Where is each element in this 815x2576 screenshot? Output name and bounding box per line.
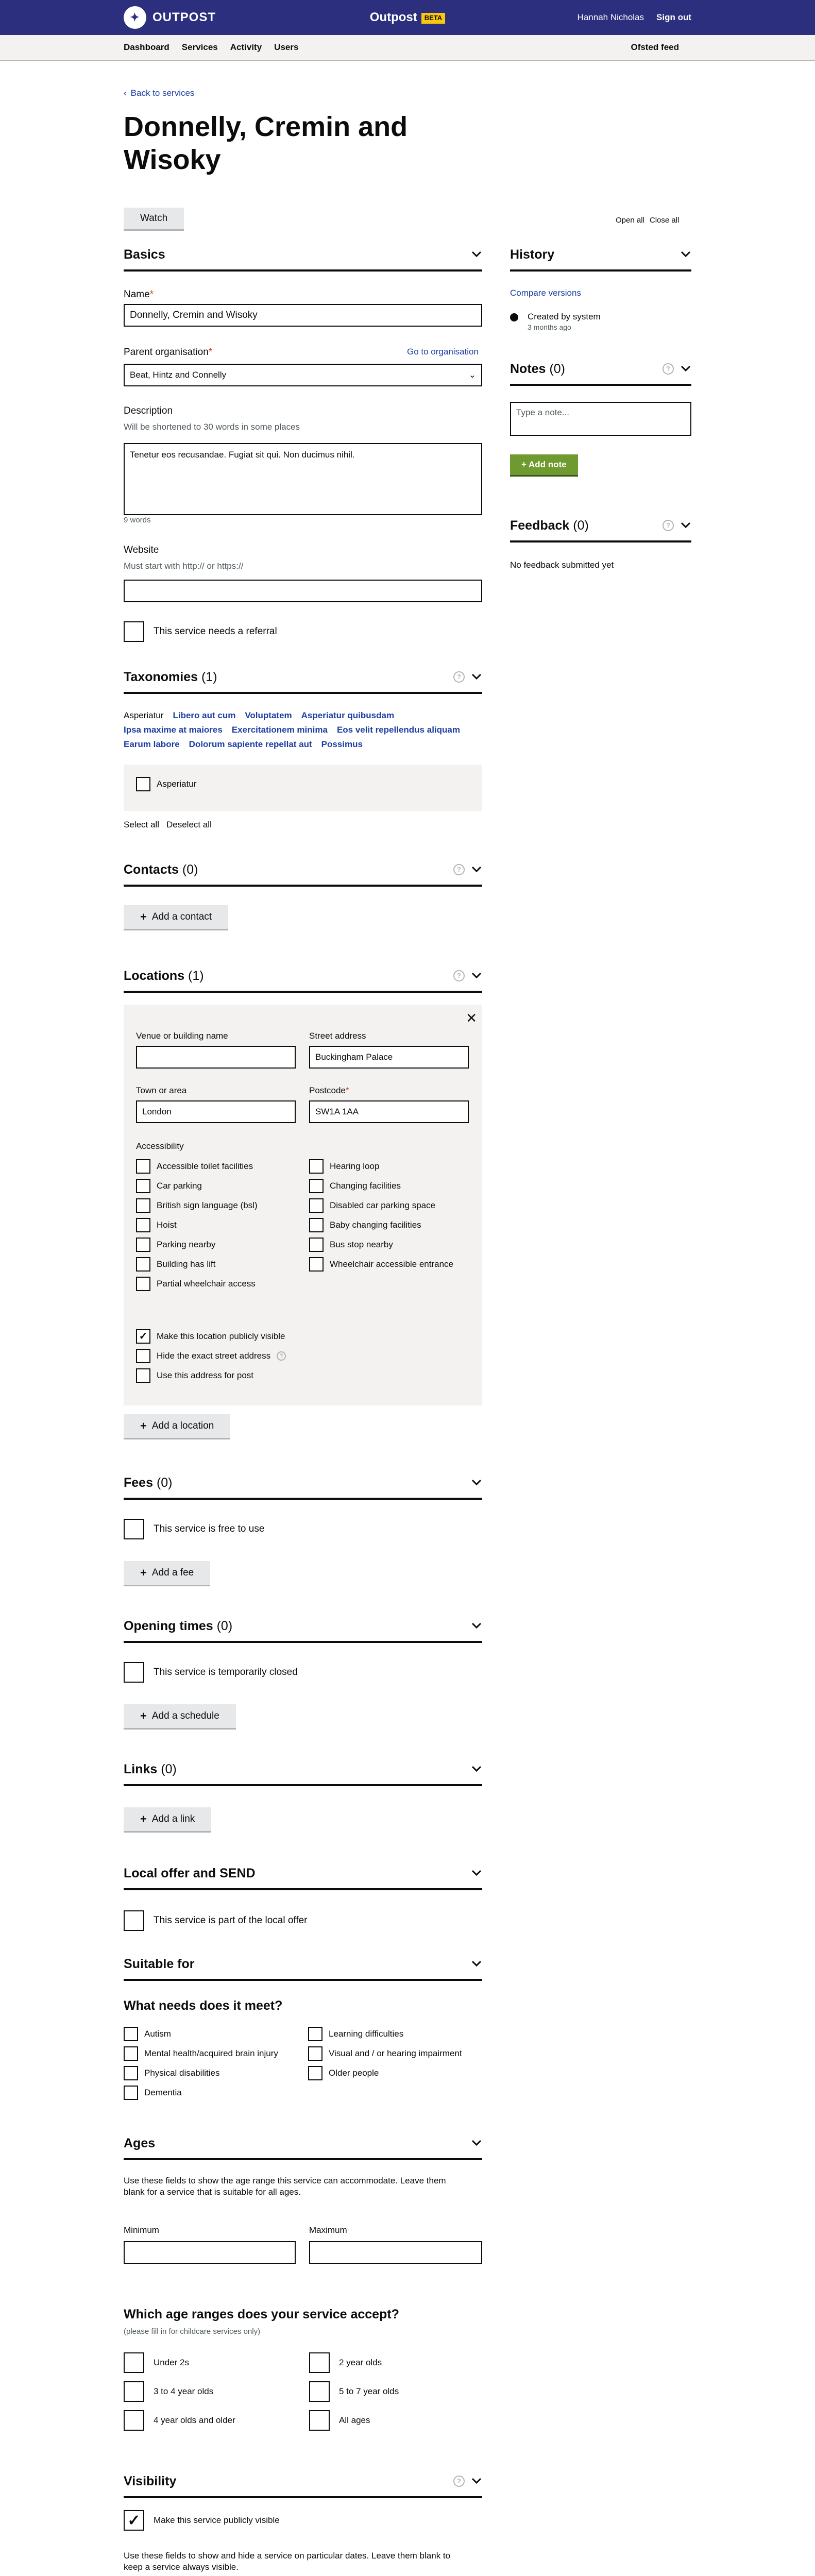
watch-button[interactable]: Watch xyxy=(124,208,184,229)
town-label: Town or area xyxy=(136,1086,187,1095)
basics-section-header[interactable]: Basics xyxy=(124,246,482,272)
add-fee-button[interactable]: + Add a fee xyxy=(124,1561,210,1585)
compare-versions-link[interactable]: Compare versions xyxy=(510,288,581,298)
compass-icon: ✦ xyxy=(124,6,146,29)
local-offer-section-header[interactable]: Local offer and SEND xyxy=(124,1865,482,1890)
selected-taxonomies-panel xyxy=(124,765,482,811)
accessibility-checkbox[interactable]: Bus stop nearby xyxy=(309,1238,453,1252)
age-range-checkbox[interactable]: All ages xyxy=(309,2410,399,2431)
parent-org-select[interactable]: Beat, Hintz and Connelly ⌄ xyxy=(124,364,482,386)
help-icon[interactable]: ? xyxy=(453,864,465,875)
chevron-down-icon xyxy=(471,671,482,683)
needs-checkbox[interactable]: Visual and / or hearing impairment xyxy=(308,2046,462,2061)
chevron-down-icon xyxy=(680,249,691,260)
needs-checkbox[interactable]: Dementia xyxy=(124,2086,278,2100)
links-section-header[interactable]: Links (0) xyxy=(124,1761,482,1786)
street-input[interactable]: Buckingham Palace xyxy=(309,1046,469,1069)
close-icon[interactable]: ✕ xyxy=(466,1010,477,1026)
accessibility-checkbox[interactable]: Changing facilities xyxy=(309,1179,453,1193)
age-ranges-hint: (please fill in for childcare services only) xyxy=(124,2327,261,2336)
needs-checkbox[interactable]: Mental health/acquired brain injury xyxy=(124,2046,278,2061)
accessibility-checkbox[interactable]: Partial wheelchair access xyxy=(136,1277,258,1291)
taxonomy-tree xyxy=(124,710,482,750)
postcode-label: Postcode* xyxy=(309,1086,349,1095)
add-contact-button[interactable]: + Add a contact xyxy=(124,905,228,929)
nav-users[interactable]: Users xyxy=(274,42,299,53)
min-age-label: Minimum xyxy=(124,2225,159,2235)
beta-badge: BETA xyxy=(421,13,445,24)
help-icon[interactable]: ? xyxy=(453,2476,465,2487)
chevron-down-icon xyxy=(471,2138,482,2149)
nav-ofsted-feed[interactable]: Ofsted feed xyxy=(631,42,679,53)
select-all-link[interactable]: Select all xyxy=(124,820,159,829)
add-schedule-button[interactable]: + Add a schedule xyxy=(124,1704,236,1728)
history-entry: Created by system 3 months ago xyxy=(510,311,601,332)
location-panel xyxy=(124,1005,482,1405)
user-name-link[interactable]: Hannah Nicholas xyxy=(577,12,644,22)
taxonomy-checkbox[interactable]: Asperiatur xyxy=(136,777,470,791)
close-all-link[interactable]: Close all xyxy=(649,216,680,225)
ages-intro: Use these fields to show the age range this service can accommodate. Leave them blank for a service that is suitable for all ages. xyxy=(124,2176,446,2197)
accessibility-checkbox[interactable]: Disabled car parking space xyxy=(309,1198,453,1213)
age-range-checkbox[interactable]: 5 to 7 year olds xyxy=(309,2381,399,2402)
add-link-button[interactable]: + Add a link xyxy=(124,1807,211,1831)
age-range-checkbox[interactable]: 2 year olds xyxy=(309,2352,399,2373)
feedback-empty-text: No feedback submitted yet xyxy=(510,560,614,570)
chevron-left-icon: ‹ xyxy=(124,88,127,98)
temporarily-closed-checkbox[interactable]: This service is temporarily closed xyxy=(124,1662,298,1683)
nav-activity[interactable]: Activity xyxy=(230,42,262,53)
needs-checkbox[interactable]: Physical disabilities xyxy=(124,2066,278,2080)
ages-section-header[interactable]: Ages xyxy=(124,2135,482,2160)
accessibility-checkbox[interactable]: Hearing loop xyxy=(309,1159,453,1174)
website-hint: Must start with http:// or https:// xyxy=(124,561,244,571)
taxonomies-section-header[interactable]: Taxonomies (1) ? xyxy=(124,669,482,694)
postal-address-checkbox[interactable]: Use this address for post xyxy=(136,1368,286,1383)
notes-section-header[interactable]: Notes (0) ? xyxy=(510,361,691,386)
nav-services[interactable]: Services xyxy=(181,42,218,53)
accessibility-checkbox[interactable]: Car parking xyxy=(136,1179,258,1193)
chevron-down-icon xyxy=(471,249,482,260)
plus-icon: + xyxy=(140,1812,147,1825)
taxonomy-tag: Asperiatur xyxy=(124,710,164,720)
location-visible-checkbox[interactable]: ✓ Make this location publicly visible xyxy=(136,1329,286,1344)
taxonomy-link[interactable]: Ipsa maxime at maiores xyxy=(124,725,223,735)
accessibility-checkbox[interactable]: British sign language (bsl) xyxy=(136,1198,258,1213)
chevron-down-icon xyxy=(680,520,691,531)
taxonomy-link[interactable]: Possimus xyxy=(321,739,363,750)
chevron-down-icon xyxy=(471,1868,482,1879)
visibility-intro: Use these fields to show and hide a service on particular dates. Leave them blank to keep a service always visible. xyxy=(124,2551,451,2572)
go-to-organisation-link[interactable]: Go to organisation xyxy=(407,347,479,357)
plus-icon: + xyxy=(140,1709,147,1722)
street-label: Street address xyxy=(309,1031,366,1041)
venue-input[interactable] xyxy=(136,1046,296,1069)
help-icon[interactable]: ? xyxy=(453,970,465,981)
plus-icon: + xyxy=(521,460,529,469)
history-section-header[interactable]: History xyxy=(510,246,691,272)
name-input[interactable]: Donnelly, Cremin and Wisoky xyxy=(124,304,482,327)
visibility-section-header[interactable]: Visibility ? xyxy=(124,2473,482,2498)
chevron-down-icon xyxy=(471,1477,482,1488)
select-arrow-icon: ⌄ xyxy=(468,369,476,380)
chevron-down-icon xyxy=(471,970,482,981)
brand-name: OUTPOST xyxy=(152,10,216,25)
age-range-checkbox[interactable]: 4 year olds and older xyxy=(124,2410,235,2431)
age-range-checkbox[interactable]: 3 to 4 year olds xyxy=(124,2381,235,2402)
fees-section-header[interactable]: Fees (0) xyxy=(124,1475,482,1500)
page-title: Donnelly, Cremin and Wisoky xyxy=(124,111,408,175)
chevron-down-icon xyxy=(471,1620,482,1632)
age-ranges-heading: Which age ranges does your service accept? xyxy=(124,2307,399,2321)
hide-address-checkbox[interactable]: Hide the exact street address ? xyxy=(136,1349,286,1363)
accessibility-checkbox[interactable]: Hoist xyxy=(136,1218,258,1232)
age-range-checkbox[interactable]: Under 2s xyxy=(124,2352,235,2373)
taxonomy-link[interactable]: Eos velit repellendus aliquam xyxy=(336,725,460,735)
add-location-button[interactable]: + Add a location xyxy=(124,1414,230,1438)
chevron-down-icon xyxy=(471,1764,482,1775)
top-bar xyxy=(0,0,815,35)
accessibility-checkbox[interactable]: Baby changing facilities xyxy=(309,1218,453,1232)
chevron-down-icon xyxy=(471,2476,482,2487)
needs-checkbox[interactable]: Older people xyxy=(308,2066,462,2080)
needs-checkbox[interactable]: Learning difficulties xyxy=(308,2027,462,2041)
chevron-down-icon xyxy=(680,363,691,375)
help-icon[interactable]: ? xyxy=(453,671,465,683)
local-offer-checkbox[interactable]: This service is part of the local offer xyxy=(124,1910,308,1931)
sign-out-link[interactable]: Sign out xyxy=(656,12,691,22)
accessibility-checkbox[interactable]: Accessible toilet facilities xyxy=(136,1159,258,1174)
locations-section-header[interactable]: Locations (1) ? xyxy=(124,968,482,993)
description-textarea[interactable]: Tenetur eos recusandae. Fugiat sit qui. Non ducimus nihil. xyxy=(124,443,482,515)
feedback-section-header[interactable]: Feedback (0) ? xyxy=(510,517,691,543)
min-age-input[interactable] xyxy=(124,2241,296,2264)
accessibility-checkbox[interactable]: Parking nearby xyxy=(136,1238,258,1252)
timeline-dot-icon xyxy=(510,313,518,321)
contacts-section-header[interactable]: Contacts (0) ? xyxy=(124,861,482,887)
chevron-down-icon xyxy=(471,1958,482,1970)
max-age-label: Maximum xyxy=(309,2225,347,2235)
app-title: Outpost BETA xyxy=(0,9,815,25)
deselect-all-link[interactable]: Deselect all xyxy=(166,820,212,829)
accessibility-label: Accessibility xyxy=(136,1141,184,1151)
website-label: Website xyxy=(124,545,159,555)
description-hint: Will be shortened to 30 words in some places xyxy=(124,422,300,432)
description-label: Description xyxy=(124,405,173,416)
town-input[interactable]: London xyxy=(136,1100,296,1123)
help-icon[interactable]: ? xyxy=(663,363,674,375)
description-word-count: 9 words xyxy=(124,516,151,524)
suitable-for-section-header[interactable]: Suitable for xyxy=(124,1956,482,1981)
help-icon[interactable]: ? xyxy=(663,520,674,531)
add-note-button[interactable]: + Add note xyxy=(510,454,578,475)
brand-logo[interactable] xyxy=(124,6,216,29)
taxonomy-link[interactable]: Libero aut cum xyxy=(173,710,236,720)
opening-times-section-header[interactable]: Opening times (0) xyxy=(124,1618,482,1643)
accessibility-checkbox[interactable]: Building has lift xyxy=(136,1257,258,1272)
taxonomy-link[interactable]: Voluptatem xyxy=(245,710,292,720)
max-age-input[interactable] xyxy=(309,2241,482,2264)
website-input[interactable] xyxy=(124,580,482,602)
needs-checkbox[interactable]: Autism xyxy=(124,2027,278,2041)
back-link[interactable]: ‹ Back to services xyxy=(124,88,194,99)
open-all-link[interactable]: Open all xyxy=(616,216,644,225)
name-label: Name* xyxy=(124,289,154,300)
parent-org-label: Parent organisation* xyxy=(124,347,213,358)
taxonomy-link[interactable]: Earum labore xyxy=(124,739,180,750)
chevron-down-icon xyxy=(471,864,482,875)
note-textarea[interactable]: Type a note... xyxy=(510,402,691,436)
accessibility-checkbox[interactable]: Wheelchair accessible entrance xyxy=(309,1257,453,1272)
plus-icon: + xyxy=(140,1419,147,1432)
referral-checkbox[interactable]: This service needs a referral xyxy=(124,621,277,642)
nav-dashboard[interactable]: Dashboard xyxy=(124,42,169,53)
free-service-checkbox[interactable]: This service is free to use xyxy=(124,1519,264,1539)
plus-icon: + xyxy=(140,1566,147,1579)
main-nav xyxy=(0,35,815,61)
help-icon[interactable]: ? xyxy=(277,1351,286,1361)
postcode-input[interactable]: SW1A 1AA xyxy=(309,1100,469,1123)
taxonomy-link[interactable]: Exercitationem minima xyxy=(231,725,328,735)
venue-label: Venue or building name xyxy=(136,1031,228,1041)
plus-icon: + xyxy=(140,910,147,923)
taxonomy-link[interactable]: Asperiatur quibusdam xyxy=(301,710,395,720)
service-visible-checkbox[interactable]: ✓ Make this service publicly visible xyxy=(124,2510,280,2531)
taxonomy-link[interactable]: Dolorum sapiente repellat aut xyxy=(189,739,312,750)
needs-heading: What needs does it meet? xyxy=(124,1998,283,2013)
